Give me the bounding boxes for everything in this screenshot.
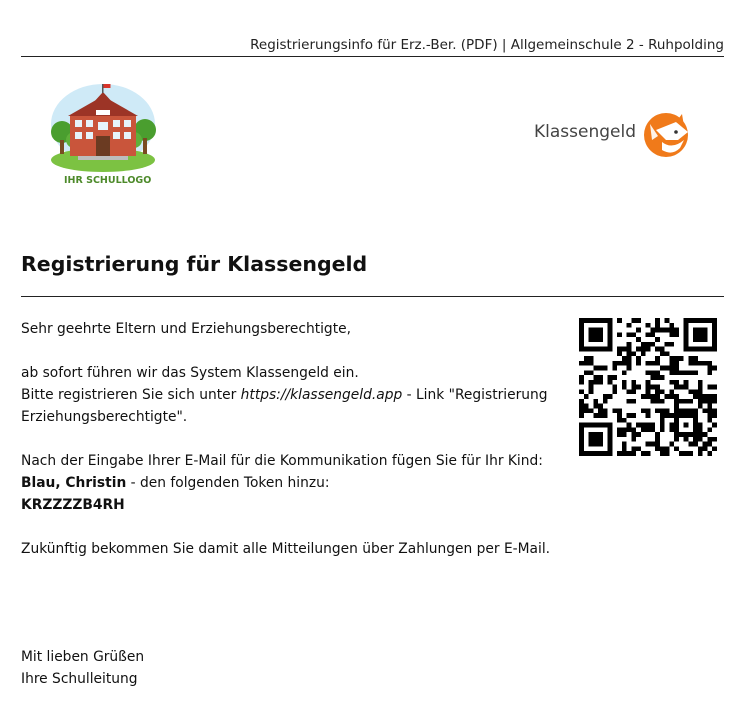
document-header: Registrierungsinfo für Erz.-Ber. (PDF) | Allgemeinschule 2 - Ruhpolding <box>21 37 724 57</box>
closing <box>21 646 144 690</box>
intro-text-after: - Link "Registrierung <box>402 387 548 403</box>
child-line <box>21 472 581 494</box>
school-logo-caption: IHR SCHULLOGO <box>64 175 152 186</box>
intro-line-3: Erziehungsberechtigte". <box>21 409 188 425</box>
registration-link[interactable]: https://klassengeld.app <box>240 387 403 403</box>
intro-line-2 <box>21 384 581 406</box>
title-divider <box>21 296 724 297</box>
intro-line-1: ab sofort führen wir das System Klassengeld ein. <box>21 365 359 381</box>
closing-line-1: Mit lieben Grüßen <box>21 649 145 665</box>
page-title: Registrierung für Klassengeld <box>21 252 368 276</box>
school-building-icon <box>48 82 158 190</box>
token-suffix: - den folgenden Token hinzu: <box>126 475 330 491</box>
fox-icon <box>636 110 694 160</box>
child-name: Blau, Christin <box>21 475 127 491</box>
qr-code-icon <box>579 318 717 456</box>
greeting: Sehr geehrte Eltern und Erziehungsberechtigte, <box>21 321 351 337</box>
letter-body <box>21 318 581 560</box>
token-intro: Nach der Eingabe Ihrer E-Mail für die Kommunikation fügen Sie für Ihr Kind: <box>21 453 543 469</box>
closing-line-2: Ihre Schulleitung <box>21 671 138 687</box>
intro-text: Bitte registrieren Sie sich unter <box>21 387 241 403</box>
outro: Zukünftig bekommen Sie damit alle Mitteilungen über Zahlungen per E-Mail. <box>21 541 551 557</box>
token-value <box>21 494 581 516</box>
brand-name: Klassengeld <box>534 122 636 142</box>
token: KRZZZZB4RH <box>21 497 125 513</box>
